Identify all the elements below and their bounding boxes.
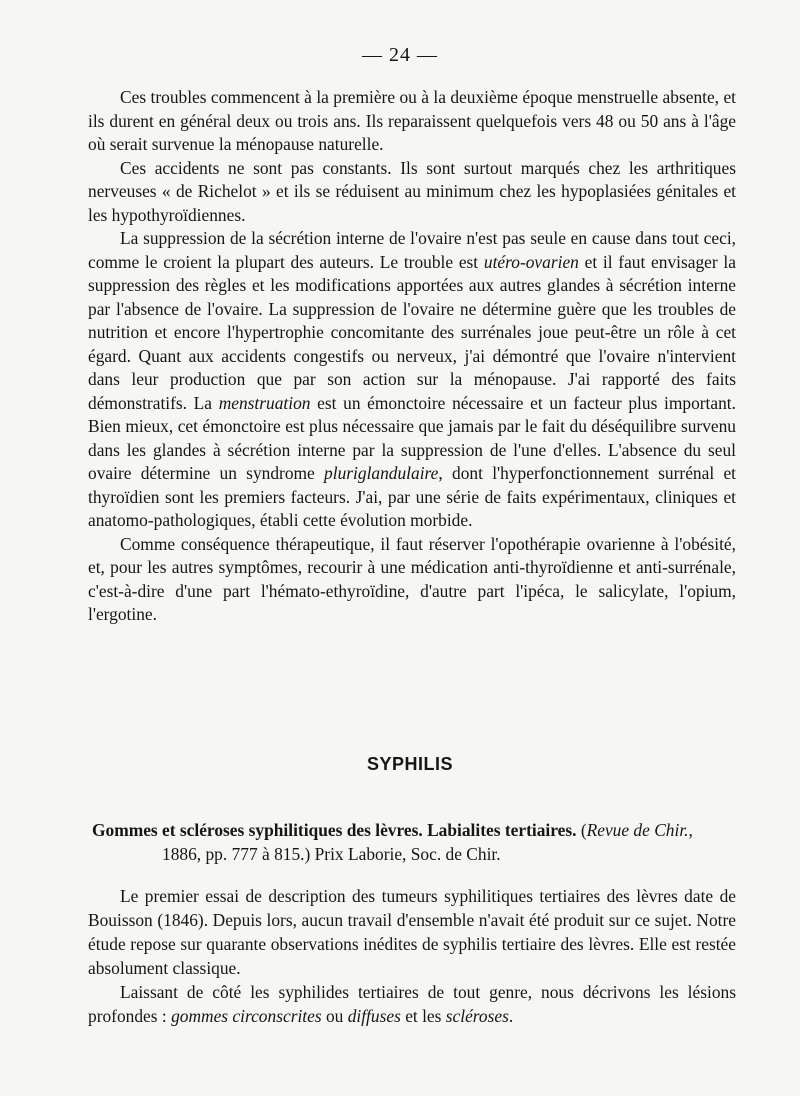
text-run: Laissant de côté les syphilides tertiaires de tout genre, nous décrivons les lésions profondes : — [88, 982, 736, 1026]
italic-term: scléroses — [445, 1006, 509, 1026]
section-heading: SYPHILIS — [366, 754, 454, 774]
paragraph — [88, 533, 736, 627]
text-run: et les — [400, 1006, 446, 1026]
citation-punct: ( — [576, 820, 587, 840]
paragraph — [88, 980, 736, 1028]
paragraph — [88, 884, 736, 980]
paragraph — [88, 227, 736, 533]
italic-term: utéro-ovarien — [483, 251, 579, 272]
paragraph — [88, 157, 736, 228]
paragraph — [88, 86, 736, 157]
text-run: Comme conséquence thérapeutique, il faut réserver l'opothérapie ovarienne à l'obésité, et, pour les autres symptômes, recourir à une médication anti-thyroïdienne et anti-surrénale, c'est-à-dire d'une part l'hémato-ethyroïdine, d'autre part l'ipéca, le salicylate, l'opium, l'ergotine. — [88, 533, 736, 624]
citation-punct: , — [688, 820, 693, 840]
italic-term: gommes circonscrites — [171, 1006, 322, 1026]
page-number: — 24 — — [362, 44, 438, 66]
citation — [92, 818, 746, 866]
citation-journal: Revue de Chir. — [586, 820, 689, 840]
text-run: La suppression de la sécrétion interne de l'ovaire n'est pas seule en cause dans tout ceci, comme le croient la plupart des auteurs. Le trouble est — [88, 228, 736, 272]
text-run: , dont l'hyperfonctionnement surrénal et thyroïdien sont les premiers facteurs. J'ai, par une série de faits expérimentaux, cliniques et anatomo-pathologiques, établi cette évolution morbide. — [88, 463, 736, 530]
italic-term: pluriglandulaire — [324, 463, 439, 483]
text-run: Ces troubles commencent à la première ou à la deuxième époque menstruelle absente, et ils durent en général deux ou trois ans. Ils reparaissent quelquefois vers 48 ou 50 ans à l'âge où serait survenue la ménopause naturelle. — [88, 87, 736, 154]
italic-term: diffuses — [347, 1006, 401, 1026]
italic-term: menstruation — [218, 392, 311, 413]
citation-details: 1886, pp. 777 à 815.) Prix Laborie, Soc. de Chir. — [162, 844, 501, 864]
citation-title: Gommes et scléroses syphilitiques des lèvres. Labialites tertiaires. — [92, 820, 577, 840]
text-run: est un émonctoire nécessaire et un facteur plus important. Bien mieux, cet émonctoire est plus nécessaire que jamais par le fait du déséquilibre survenu dans les glandes à sécrétion interne par la suppression de l'une d'elles. L'absence du seul ovaire détermine un syndrome — [88, 392, 736, 483]
body-text-top — [88, 86, 736, 627]
body-text-bottom — [88, 884, 736, 1028]
text-run: Le premier essai de description des tumeurs syphilitiques tertiaires des lèvres date de Bouisson (1846). Depuis lors, aucun travail d'ensemble n'avait été produit sur ce sujet. Notre étude repose sur quarante observations inédites de syphilis tertiaire des lèvres. Elle est restée absolument classique. — [88, 886, 736, 978]
text-run: . — [508, 1006, 514, 1026]
text-run: Ces accidents ne sont pas constants. Ils sont surtout marqués chez les arthritiques nerveuses « de Richelot » et ils se réduisent au minimum chez les hypoplasiées génitales et les hypothyroïdiennes. — [88, 157, 736, 225]
text-run: et il faut envisager la suppression des règles et les modifications apportées aux autres glandes à sécrétion interne par l'absence de l'ovaire. La suppression de l'ovaire ne détermine guère que les troubles de nutrition et encore l'hypertrophie concomitante des surrénales joue peut-être un rôle à cet égard. Quant aux accidents congestifs ou nerveux, j'ai démontré que l'ovaire n'intervient dans leur production que par son action sur la ménopause. J'ai rapporté des faits démonstratifs. La — [88, 251, 736, 413]
text-run: ou — [321, 1006, 348, 1026]
